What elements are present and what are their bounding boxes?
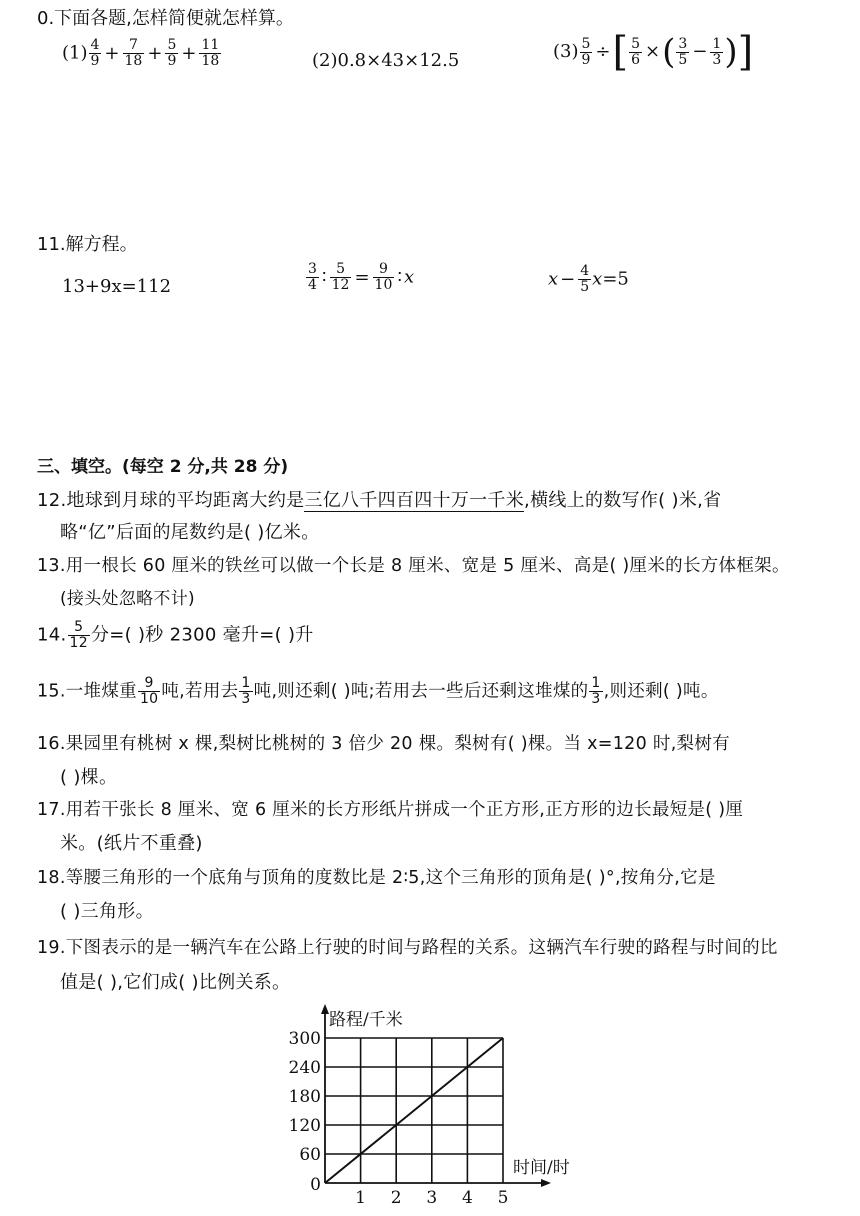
y-tick-label: 120	[288, 1116, 321, 1137]
q10-part3-label: (3)	[553, 41, 579, 62]
x-tick-label: 5	[497, 1188, 509, 1208]
y-tick-label: 180	[288, 1087, 321, 1108]
q11-equation2: $\frac{3}{4}$ ∶ $\frac{5}{12}$ = $\frac{9}{10}$ ∶ x	[308, 261, 415, 293]
q18-line2: ( )三角形。	[60, 901, 154, 922]
q18-line1: 18.等腰三角形的一个底角与顶角的度数比是 2∶5,这个三角形的顶角是( )°,按角分,它是	[37, 868, 716, 888]
fraction: $\frac{9}{10}$	[139, 675, 159, 707]
q12-underlined: 三亿八千四百四十万一千米	[304, 490, 525, 511]
origin-label: 0	[310, 1175, 321, 1195]
fraction: $\frac{9}{10}$	[374, 261, 393, 293]
q10-part3: (3) $\frac{5}{9}$ ÷[ $\frac{5}{6}$ ×( $\frac{3}{5}$ − $\frac{1}{3}$ )]	[553, 29, 754, 75]
fraction: $\frac{4}{9}$	[90, 37, 100, 69]
y-axis-label: 路程/千米	[329, 1010, 403, 1031]
fraction: $\frac{5}{12}$	[331, 261, 350, 293]
q10-part1: (1) $\frac{4}{9}$ + $\frac{7}{18}$ + $\frac{5}{9}$ + $\frac{11}{18}$	[62, 37, 220, 69]
q10-part2: (2)0.8×43×12.5	[312, 50, 460, 71]
q11-title: 11.解方程。	[37, 234, 138, 255]
q12-line1: 12.地球到月球的平均距离大约是三亿八千四百四十万一千米,横线上的数写作( )米,省	[37, 490, 722, 511]
q17-line1: 17.用若干张长 8 厘米、宽 6 厘米的长方形纸片拼成一个正方形,正方形的边长最短是( )厘	[37, 800, 744, 820]
y-tick-label: 300	[288, 1029, 321, 1050]
q14-line: 14. $\frac{5}{12}$ 分=( )秒 2300 毫升=( )升	[37, 619, 314, 651]
fraction: $\frac{3}{5}$	[678, 35, 688, 68]
y-tick-label: 60	[299, 1145, 321, 1166]
fraction: $\frac{1}{3}$	[591, 675, 601, 707]
y-axis-arrow	[321, 1004, 329, 1014]
fraction: $\frac{7}{18}$	[124, 37, 143, 69]
x-tick-label: 2	[390, 1188, 402, 1208]
q15-line: 15.一堆煤重 $\frac{9}{10}$ 吨,若用去 $\frac{1}{3}$ 吨,则还剩( )吨;若用去一些后还剩这堆煤的 $\frac{1}{3}$ ,则还剩( )吨。	[37, 675, 719, 707]
y-tick-label: 240	[288, 1058, 321, 1079]
q13-line1: 13.用一根长 60 厘米的铁丝可以做一个长是 8 厘米、宽是 5 厘米、高是( )厘米的长方体框架。	[37, 556, 790, 576]
q12-line2: 略“亿”后面的尾数约是( )亿米。	[60, 522, 320, 543]
fraction: $\frac{1}{3}$	[241, 675, 251, 707]
series-line	[325, 1038, 503, 1183]
section3-title: 三、填空。(每空 2 分,共 28 分)	[37, 457, 289, 477]
q10-title: 0.下面各题,怎样简便就怎样算。	[37, 8, 294, 29]
x-axis-arrow	[541, 1179, 551, 1187]
q19-line2: 值是( ),它们成( )比例关系。	[60, 972, 291, 993]
q11-equation3: x − $\frac{4}{5}$ x=5	[548, 263, 629, 295]
fraction: $\frac{3}{4}$	[308, 261, 317, 293]
x-tick-label: 1	[355, 1188, 367, 1208]
x-axis-label: 时间/时	[513, 1158, 570, 1178]
fraction: $\frac{1}{3}$	[712, 35, 722, 68]
fraction: $\frac{5}{9}$	[581, 35, 591, 68]
q10-part1-label: (1)	[62, 42, 88, 64]
fraction: $\frac{5}{6}$	[631, 35, 641, 68]
q13-line2: (接头处忽略不计)	[60, 589, 195, 609]
fraction: $\frac{11}{18}$	[201, 37, 220, 69]
fraction: $\frac{5}{12}$	[69, 619, 88, 651]
q11-equation1: 13+9x=112	[62, 276, 172, 297]
q16-line1: 16.果园里有桃树 x 棵,梨树比桃树的 3 倍少 20 棵。梨树有( )棵。当 x=120 时,梨树有	[37, 734, 730, 754]
x-tick-label: 3	[426, 1188, 438, 1208]
fraction: $\frac{5}{9}$	[167, 37, 177, 69]
fraction: $\frac{4}{5}$	[580, 263, 590, 295]
q19-line1: 19.下图表示的是一辆汽车在公路上行驶的时间与路程的关系。这辆汽车行驶的路程与时间的比	[37, 938, 778, 958]
q17-line2: 米。(纸片不重叠)	[60, 833, 203, 854]
q16-line2: ( )棵。	[60, 767, 118, 788]
x-tick-label: 4	[461, 1188, 473, 1208]
